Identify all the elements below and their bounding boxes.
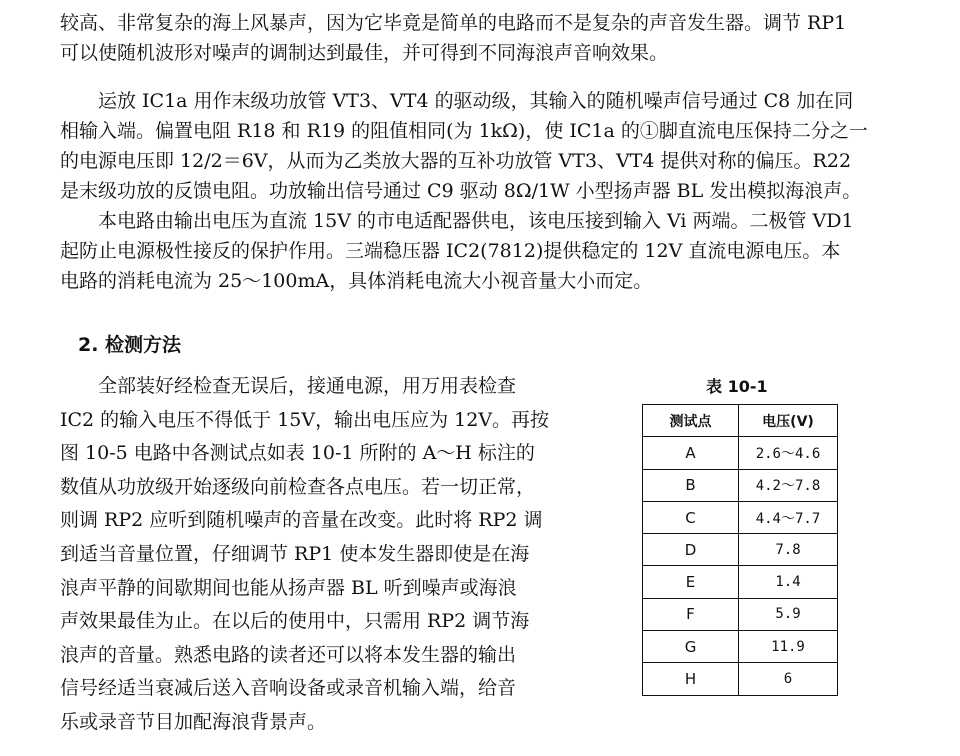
test-point-cell: C xyxy=(643,501,739,533)
text-line: 起防止电源极性接反的保护作用。三端稳压器 IC2(7812)提供稳定的 12V 直流电源电压。本 xyxy=(60,240,841,262)
voltage-table xyxy=(642,404,838,696)
table-caption: 表 10-1 xyxy=(706,377,768,396)
text-line: 可以使随机波形对噪声的调制达到最佳，并可得到不同海浪声音响效果。 xyxy=(60,42,669,64)
voltage-cell: 5.9 xyxy=(739,598,838,630)
table-row xyxy=(643,598,838,630)
section-heading: 2. 检测方法 xyxy=(78,334,182,356)
text-line: 声效果最佳为止。在以后的使用中，只需用 RP2 调节海 xyxy=(60,610,530,633)
voltage-cell: 6 xyxy=(739,663,838,695)
text-line: 较高、非常复杂的海上风暴声，因为它毕竟是简单的电路而不是复杂的声音发生器。调节 RP1 xyxy=(60,12,847,34)
text-line: 运放 IC1a 用作末级功放管 VT3、VT4 的驱动级，其输入的随机噪声信号通过 C8 加在同 xyxy=(60,90,854,112)
test-point-cell: H xyxy=(643,663,739,695)
text-line: 浪声平静的间歇期间也能从扬声器 BL 听到噪声或海浪 xyxy=(60,576,517,599)
test-point-cell: G xyxy=(643,631,739,663)
text-line: 则调 RP2 应听到随机噪声的音量在改变。此时将 RP2 调 xyxy=(60,509,543,532)
paragraph-2 xyxy=(60,86,900,206)
table-row xyxy=(643,534,838,566)
paragraph-1 xyxy=(60,8,900,68)
voltage-cell: 1.4 xyxy=(739,566,838,598)
voltage-cell: 7.8 xyxy=(739,534,838,566)
text-line: 电路的消耗电流为 25～100mA，具体消耗电流大小视音量大小而定。 xyxy=(60,270,653,292)
text-line: 浪声的音量。熟悉电路的读者还可以将本发生器的输出 xyxy=(60,643,517,666)
voltage-cell: 4.4～7.7 xyxy=(739,501,838,533)
paragraph-3 xyxy=(60,206,900,296)
test-point-cell: F xyxy=(643,598,739,630)
table-row xyxy=(643,631,838,663)
text-line: 乐或录音节目加配海浪背景声。 xyxy=(60,710,327,733)
header-test-point: 测试点 xyxy=(643,405,739,437)
text-line: 的电源电压即 12/2＝6V，从而为乙类放大器的互补功放管 VT3、VT4 提供对称的偏压。R22 xyxy=(60,150,852,172)
table-header-row xyxy=(643,405,838,437)
text-line: 信号经适当衰减后送入音响设备或录音机输入端，给音 xyxy=(60,677,517,700)
voltage-cell: 2.6～4.6 xyxy=(739,437,838,469)
text-line: IC2 的输入电压不得低于 15V，输出电压应为 12V。再按 xyxy=(60,408,550,431)
text-line: 数值从功放级开始逐级向前检查各点电压。若一切正常， xyxy=(60,475,536,498)
voltage-cell: 11.9 xyxy=(739,631,838,663)
paragraph-4 xyxy=(60,370,560,740)
text-line: 相输入端。偏置电阻 R18 和 R19 的阻值相同(为 1kΩ)，使 IC1a 的①脚直流电压保持二分之一 xyxy=(60,120,868,142)
table-row xyxy=(643,501,838,533)
table-row xyxy=(643,566,838,598)
test-point-cell: D xyxy=(643,534,739,566)
table-row xyxy=(643,437,838,469)
text-line: 是末级功放的反馈电阻。功放输出信号通过 C9 驱动 8Ω/1W 小型扬声器 BL 发出模拟海浪声。 xyxy=(60,180,862,202)
test-point-cell: B xyxy=(643,469,739,501)
header-voltage: 电压(V) xyxy=(739,405,838,437)
test-point-cell: E xyxy=(643,566,739,598)
test-point-cell: A xyxy=(643,437,739,469)
text-line: 到适当音量位置，仔细调节 RP1 使本发生器即使是在海 xyxy=(60,542,530,565)
text-line: 本电路由输出电压为直流 15V 的市电适配器供电，该电压接到输入 Vi 两端。二极管 VD1 xyxy=(60,210,854,232)
text-line: 图 10-5 电路中各测试点如表 10-1 所附的 A～H 标注的 xyxy=(60,442,535,465)
table-row xyxy=(643,663,838,695)
table-row xyxy=(643,469,838,501)
voltage-cell: 4.2～7.8 xyxy=(739,469,838,501)
text-line: 全部装好经检查无误后，接通电源，用万用表检查 xyxy=(60,375,517,397)
